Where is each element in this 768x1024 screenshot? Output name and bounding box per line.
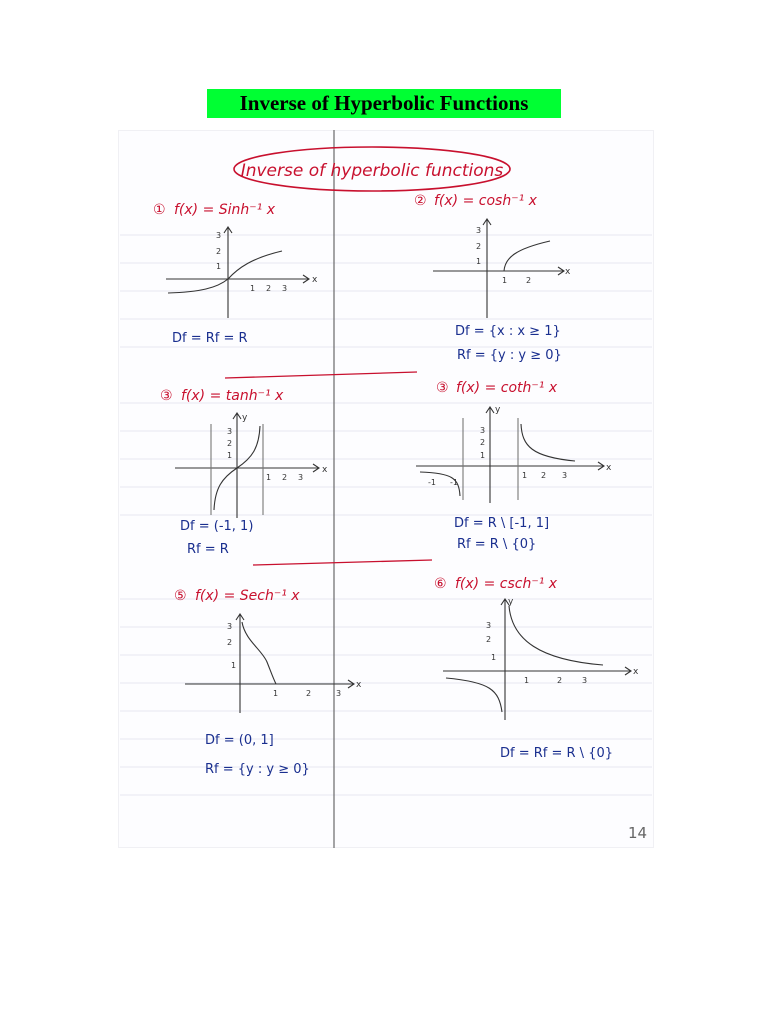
x-axis-label: x: [312, 275, 318, 285]
y-tick-label: 1: [227, 451, 233, 460]
function-number: ③: [436, 380, 449, 396]
x-axis-label: x: [565, 267, 571, 277]
domain-range-text: Df = Rf = R: [172, 331, 248, 346]
y-tick-label: 2: [216, 247, 222, 256]
y-tick-label: 2: [486, 635, 492, 644]
domain-text: Df = (0, 1]: [205, 733, 274, 748]
page-number: 14: [628, 824, 648, 842]
section-separator: [253, 560, 432, 565]
x-tick-label: 3: [562, 471, 568, 480]
graph-sinh-inverse: [166, 227, 309, 318]
x-tick-label: 3: [282, 284, 288, 293]
y-tick-label: 3: [476, 226, 482, 235]
function-number: ③: [160, 388, 173, 404]
ruled-lines: [120, 235, 652, 795]
x-tick-label: 2: [526, 276, 532, 285]
range-text: Rf = R: [187, 542, 229, 557]
graph-csch-inverse: [443, 599, 631, 720]
x-tick-label: 1: [273, 689, 279, 698]
function-formula: f(x) = Sech⁻¹ x: [195, 588, 300, 604]
x-axis-label: x: [322, 465, 328, 475]
function-number: ①: [153, 202, 166, 218]
function-number: ②: [414, 193, 427, 209]
function-formula: f(x) = csch⁻¹ x: [455, 576, 558, 592]
y-tick-label: 2: [227, 439, 233, 448]
y-tick-label: 2: [480, 438, 486, 447]
y-tick-label: 1: [231, 661, 237, 670]
function-formula: f(x) = coth⁻¹ x: [456, 380, 558, 396]
x-axis-label: x: [633, 667, 639, 677]
domain-text: Df = R \ [-1, 1]: [454, 516, 550, 531]
function-formula: f(x) = Sinh⁻¹ x: [174, 202, 276, 218]
x-tick-label: 2: [282, 473, 288, 482]
function-number: ⑤: [174, 588, 187, 604]
function-number: ⑥: [434, 576, 447, 592]
x-axis-label: x: [606, 463, 612, 473]
function-formula: f(x) = cosh⁻¹ x: [434, 193, 537, 209]
y-tick-label: 1: [476, 257, 482, 266]
section-separator: [225, 372, 417, 378]
x-tick-label: 2: [266, 284, 272, 293]
header-heading: Inverse of hyperbolic functions: [240, 161, 504, 181]
graph-coth-inverse: [416, 407, 604, 503]
y-tick-label: 3: [227, 427, 233, 436]
x-tick-label: 1: [522, 471, 528, 480]
y-tick-label: 2: [227, 638, 233, 647]
y-tick-label: 1: [480, 451, 486, 460]
range-text: Rf = {y : y ≥ 0}: [205, 762, 310, 777]
range-text: Rf = {y : y ≥ 0}: [457, 348, 562, 363]
x-tick-label: 2: [541, 471, 547, 480]
x-axis-label: x: [356, 680, 362, 690]
x-tick-label: 3: [298, 473, 304, 482]
domain-text: Df = {x : x ≥ 1}: [455, 324, 561, 339]
y-tick-label: 1: [216, 262, 222, 271]
y-axis-label: y: [508, 597, 514, 607]
domain-text: Df = (-1, 1): [180, 519, 254, 534]
domain-range-text: Df = Rf = R \ {0}: [500, 746, 614, 761]
y-tick-label: 3: [486, 621, 492, 630]
y-tick-label: 3: [480, 426, 486, 435]
y-tick-label: 3: [216, 231, 222, 240]
x-tick-label: 1: [502, 276, 508, 285]
x-tick-label: 3: [582, 676, 588, 685]
page-title: Inverse of Hyperbolic Functions: [239, 91, 529, 115]
x-tick-label: 2: [306, 689, 312, 698]
function-formula: f(x) = tanh⁻¹ x: [181, 388, 284, 404]
y-tick-label: 3: [227, 622, 233, 631]
x-tick-label: 3: [336, 689, 342, 698]
x-tick-label: 1: [266, 473, 272, 482]
graph-tanh-inverse: [175, 413, 319, 518]
y-tick-label: 1: [491, 653, 497, 662]
x-tick-label: 1: [250, 284, 256, 293]
x-tick-label: 1: [524, 676, 530, 685]
x-tick-label: -1: [428, 478, 436, 487]
range-text: Rf = R \ {0}: [457, 537, 537, 552]
y-axis-label: y: [495, 405, 501, 415]
x-tick-label: 2: [557, 676, 563, 685]
y-tick-label: 2: [476, 242, 482, 251]
graph-cosh-inverse: [433, 219, 564, 318]
x-tick-label: -1: [450, 478, 458, 487]
graph-sech-inverse: [185, 614, 354, 713]
y-axis-label: y: [242, 413, 248, 423]
